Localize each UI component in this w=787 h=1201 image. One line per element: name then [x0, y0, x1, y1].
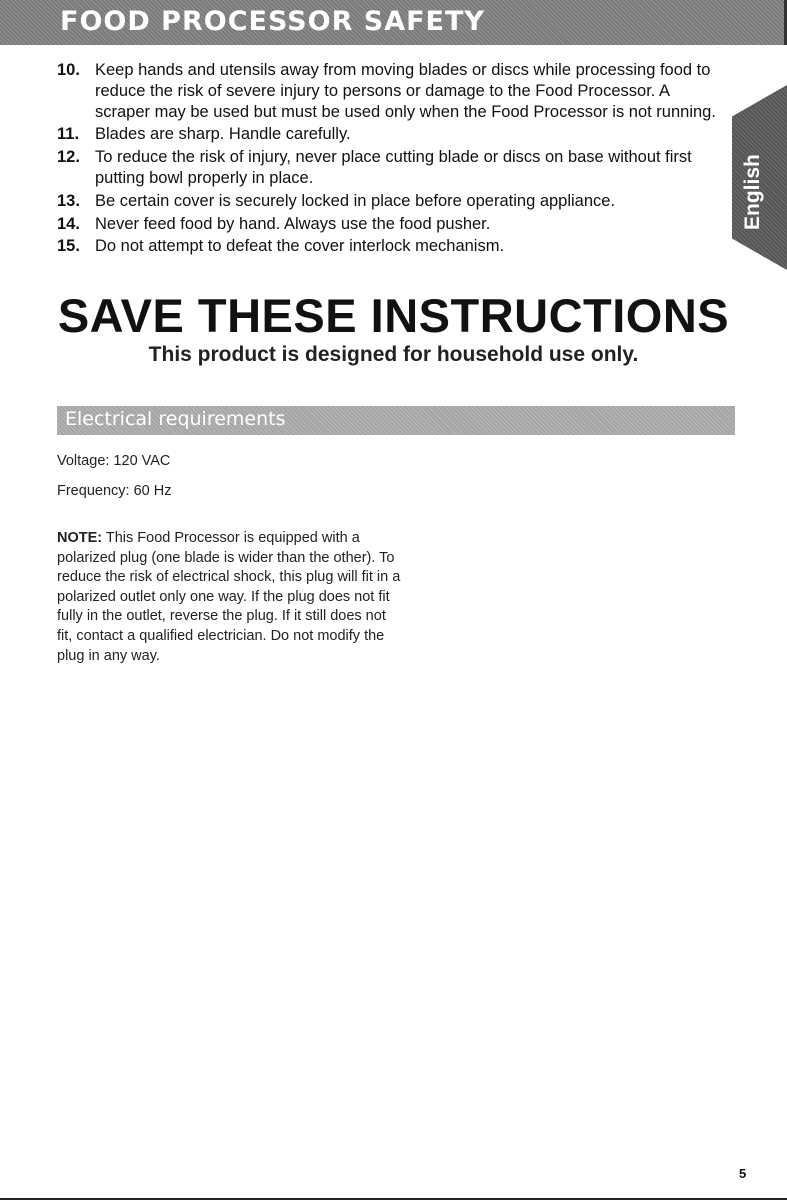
item-text: Never feed food by hand. Always use the food pusher. — [95, 214, 491, 233]
electrical-requirements-title: Electrical requirements — [65, 408, 286, 430]
item-number: 13. — [57, 191, 80, 210]
list-item — [57, 147, 727, 189]
item-text: Blades are sharp. Handle carefully. — [95, 125, 351, 144]
item-number: 10. — [57, 61, 80, 79]
page-number: 5 — [739, 1166, 747, 1181]
electrical-requirements-banner — [57, 406, 735, 435]
item-text: Keep hands and utensils away from moving blades or discs while processing food to reduce the risk of severe injury to persons or damage to the Food Processor. A scraper may be used but must be used only when the Food Processor is not running. — [95, 61, 716, 121]
polarized-plug-note — [57, 529, 402, 666]
list-item — [57, 191, 727, 212]
list-item — [57, 124, 727, 145]
safety-list — [57, 60, 727, 259]
section-title: FOOD PROCESSOR SAFETY — [60, 6, 485, 37]
item-number: 14. — [57, 214, 80, 233]
list-item — [57, 214, 727, 235]
frequency-spec: Frequency: 60 Hz — [57, 483, 172, 499]
note-label: NOTE: — [57, 530, 103, 546]
item-number: 12. — [57, 148, 80, 167]
household-use-notice: This product is designed for household use only. — [148, 343, 639, 366]
note-text: This Food Processor is equipped with a polarized plug (one blade is wider than the other). To reduce the risk of electrical shock, this plug will fit in a polarized outlet only one way. If the plug does not fit fully in the outlet, reverse the plug. If it still does not fit, contact a qualified electrician. Do not modify the plug in any way. — [57, 530, 401, 664]
bottom-rule — [0, 1198, 787, 1200]
item-text: Be certain cover is securely locked in place before operating appliance. — [95, 191, 616, 210]
save-instructions-heading: SAVE THESE INSTRUCTIONS — [57, 289, 730, 342]
list-item — [57, 60, 727, 122]
list-item — [57, 236, 727, 257]
item-number: 15. — [57, 237, 80, 256]
item-text: To reduce the risk of injury, never place cutting blade or discs on base without first putting bowl properly in place. — [95, 148, 692, 187]
voltage-spec: Voltage: 120 VAC — [57, 453, 171, 469]
item-text: Do not attempt to defeat the cover interlock mechanism. — [95, 237, 505, 256]
item-number: 11. — [57, 125, 80, 144]
section-header-banner — [0, 0, 787, 45]
